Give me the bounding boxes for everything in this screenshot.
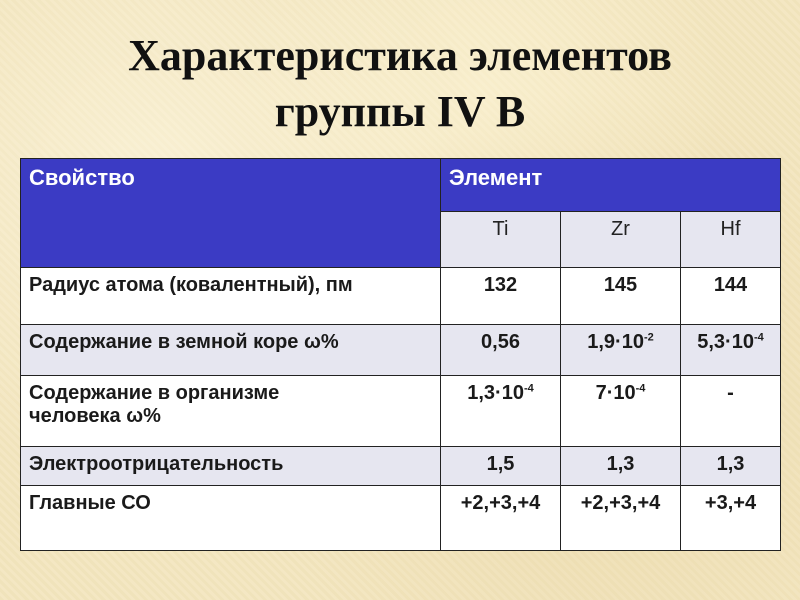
table-row-electronegativity [21,447,781,486]
organism-label [21,376,441,447]
crust-hf-mantissa: 5,3·10 [697,331,754,353]
organism-zr [561,376,681,447]
oxidation-ti: +2,+3,+4 [441,486,561,551]
organism-hf: - [681,376,781,447]
radius-zr: 145 [561,268,681,325]
electroneg-label: Электроотрицательность [21,447,441,486]
organism-label-line-1: Содержание в организме [29,382,280,404]
oxidation-zr: +2,+3,+4 [561,486,681,551]
radius-label: Радиус атома (ковалентный), пм [21,268,441,325]
title-line-1: Характеристика элементов [128,31,672,80]
header-property: Свойство [21,159,441,268]
crust-ti: 0,56 [441,325,561,376]
electroneg-zr: 1,3 [561,447,681,486]
page-title [0,28,800,140]
header-element: Элемент [441,159,781,212]
table-header-row [21,159,781,212]
electroneg-ti: 1,5 [441,447,561,486]
organism-label-line-2: человека ω% [29,405,161,427]
table-row-organism [21,376,781,447]
radius-hf: 144 [681,268,781,325]
oxidation-hf: +3,+4 [681,486,781,551]
crust-zr [561,325,681,376]
symbol-hf: Hf [681,212,781,268]
title-line-2: группы IV B [274,87,526,136]
electroneg-hf: 1,3 [681,447,781,486]
organism-ti [441,376,561,447]
properties-table [20,158,781,551]
crust-hf-exponent: -4 [753,331,764,344]
table-row-radius [21,268,781,325]
symbol-zr: Zr [561,212,681,268]
oxidation-label: Главные СО [21,486,441,551]
crust-zr-mantissa: 1,9·10 [587,331,644,353]
crust-zr-exponent: -2 [643,331,654,344]
table-row-oxidation [21,486,781,551]
organism-zr-mantissa: 7·10 [595,382,636,404]
symbol-ti: Ti [441,212,561,268]
organism-ti-exponent: -4 [523,382,534,395]
table-row-crust [21,325,781,376]
crust-hf [681,325,781,376]
organism-ti-mantissa: 1,3·10 [467,382,524,404]
radius-ti: 132 [441,268,561,325]
crust-label: Содержание в земной коре ω% [21,325,441,376]
organism-zr-exponent: -4 [635,382,646,395]
